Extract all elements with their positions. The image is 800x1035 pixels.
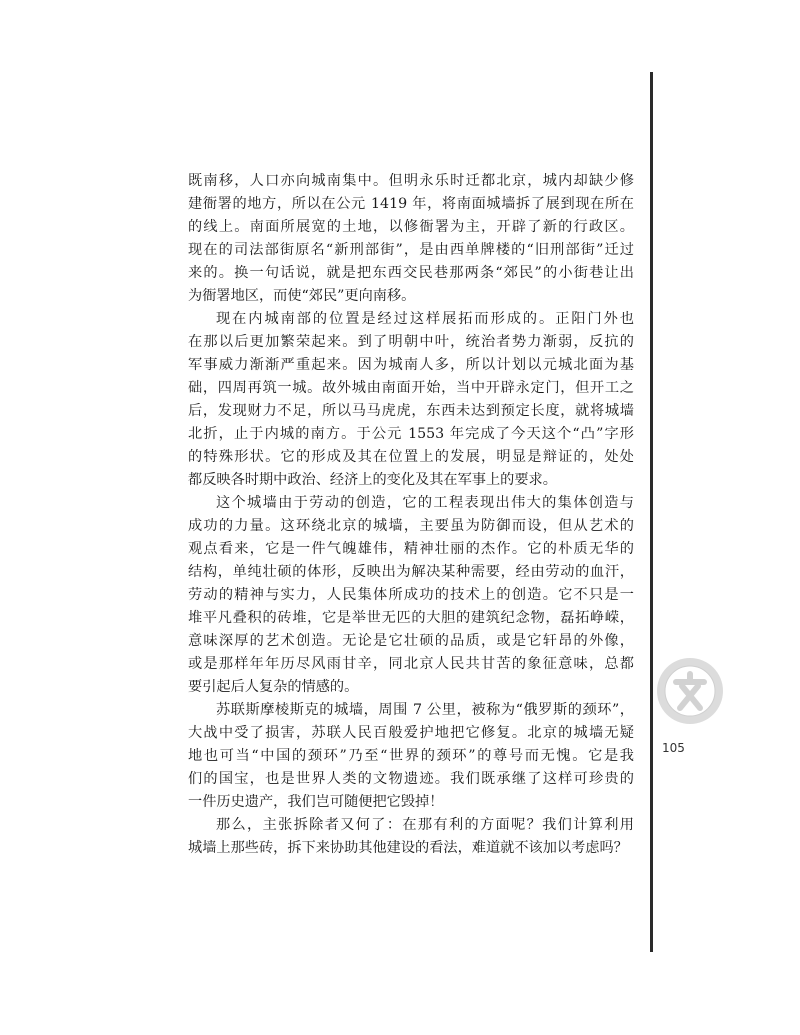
text-line: 结构，单纯壮硕的体形，反映出为解决某种需要，经由劳动的血汗，	[188, 564, 634, 580]
paragraph	[188, 170, 634, 308]
text-line: 要引起后人复杂的情感的。	[188, 679, 359, 695]
text-line: 都反映各时期中政治、经济上的变化及其在军事上的要求。	[188, 472, 557, 488]
text-line: 城墙上那些砖，拆下来协助其他建设的看法，难道就不该加以考虑吗？	[188, 840, 628, 856]
body-text	[188, 170, 634, 860]
text-line: 现在的司法部街原名“新刑部街”，是由西单牌楼的“旧刑部街”迁过	[188, 242, 634, 258]
text-line: 地也可当“中国的颈环”乃至“世界的颈环”的尊号而无愧。它是我	[188, 748, 634, 764]
text-line: 苏联斯摩棱斯克的城墙，周围 7 公里，被称为“俄罗斯的颈环”，	[216, 702, 634, 718]
text-line: 建衙署的地方，所以在公元 1419 年，将南面城墙拆了展到现在所在	[188, 196, 634, 212]
text-line: 那么，主张拆除者又何了：在那有利的方面呢？我们计算利用	[216, 817, 634, 833]
margin-rule	[650, 72, 653, 952]
page-number: 105	[662, 741, 685, 755]
text-line: 后，发现财力不足，所以马马虎虎，东西未达到预定长度，就将城墙	[188, 403, 634, 419]
paragraph	[188, 308, 634, 492]
paragraph	[188, 814, 634, 860]
text-line: 们的国宝，也是世界人类的文物遗迹。我们既承继了这样可珍贵的	[188, 771, 634, 787]
text-line: 础，四周再筑一城。故外城由南面开始，当中开辟永定门，但开工之	[188, 380, 634, 396]
text-line: 在那以后更加繁荣起来。到了明朝中叶，统治者势力渐弱，反抗的	[188, 334, 634, 350]
text-line: 既南移，人口亦向城南集中。但明永乐时迁都北京，城内却缺少修	[188, 173, 634, 189]
text-line: 为衙署地区，而使“郊民”更向南移。	[188, 288, 416, 304]
text-line: 的线上。南面所展宽的土地，以修衙署为主，开辟了新的行政区。	[188, 219, 634, 235]
text-line: 北折，止于内城的南方。于公元 1553 年完成了今天这个“凸”字形	[188, 426, 634, 442]
paragraph	[188, 492, 634, 699]
text-line: 一件历史遗产，我们岂可随便把它毁掉！	[188, 794, 444, 810]
text-line: 大战中受了损害，苏联人民百般爱护地把它修复。北京的城墙无疑	[188, 725, 634, 741]
paragraph	[188, 699, 634, 814]
text-line: 劳动的精神与实力，人民集体所成功的技术上的创造。它不只是一	[188, 587, 634, 603]
text-line: 现在内城南部的位置是经过这样展拓而形成的。正阳门外也	[216, 311, 634, 327]
text-line: 来的。换一句话说，就是把东西交民巷那两条“郊民”的小街巷让出	[188, 265, 634, 281]
text-line: 这个城墙由于劳动的创造，它的工程表现出伟大的集体创造与	[216, 495, 634, 511]
text-line: 意味深厚的艺术创造。无论是它壮硕的品质，或是它轩昂的外像，	[188, 633, 634, 649]
text-line: 的特殊形状。它的形成及其在位置上的发展，明显是辩证的，处处	[188, 449, 634, 465]
wen-character-seal-icon	[654, 648, 726, 734]
text-line: 堆平凡叠积的砖堆，它是举世无匹的大胆的建筑纪念物，磊拓峥嵘，	[188, 610, 634, 626]
text-line: 成功的力量。这环绕北京的城墙，主要虽为防御而设，但从艺术的	[188, 518, 634, 534]
text-line: 观点看来，它是一件气魄雄伟，精神壮丽的杰作。它的朴质无华的	[188, 541, 634, 557]
text-line: 或是那样年年历尽风雨甘辛，同北京人民共甘苦的象征意味，总都	[188, 656, 634, 672]
text-line: 军事威力渐渐严重起来。因为城南人多，所以计划以元城北面为基	[188, 357, 634, 373]
